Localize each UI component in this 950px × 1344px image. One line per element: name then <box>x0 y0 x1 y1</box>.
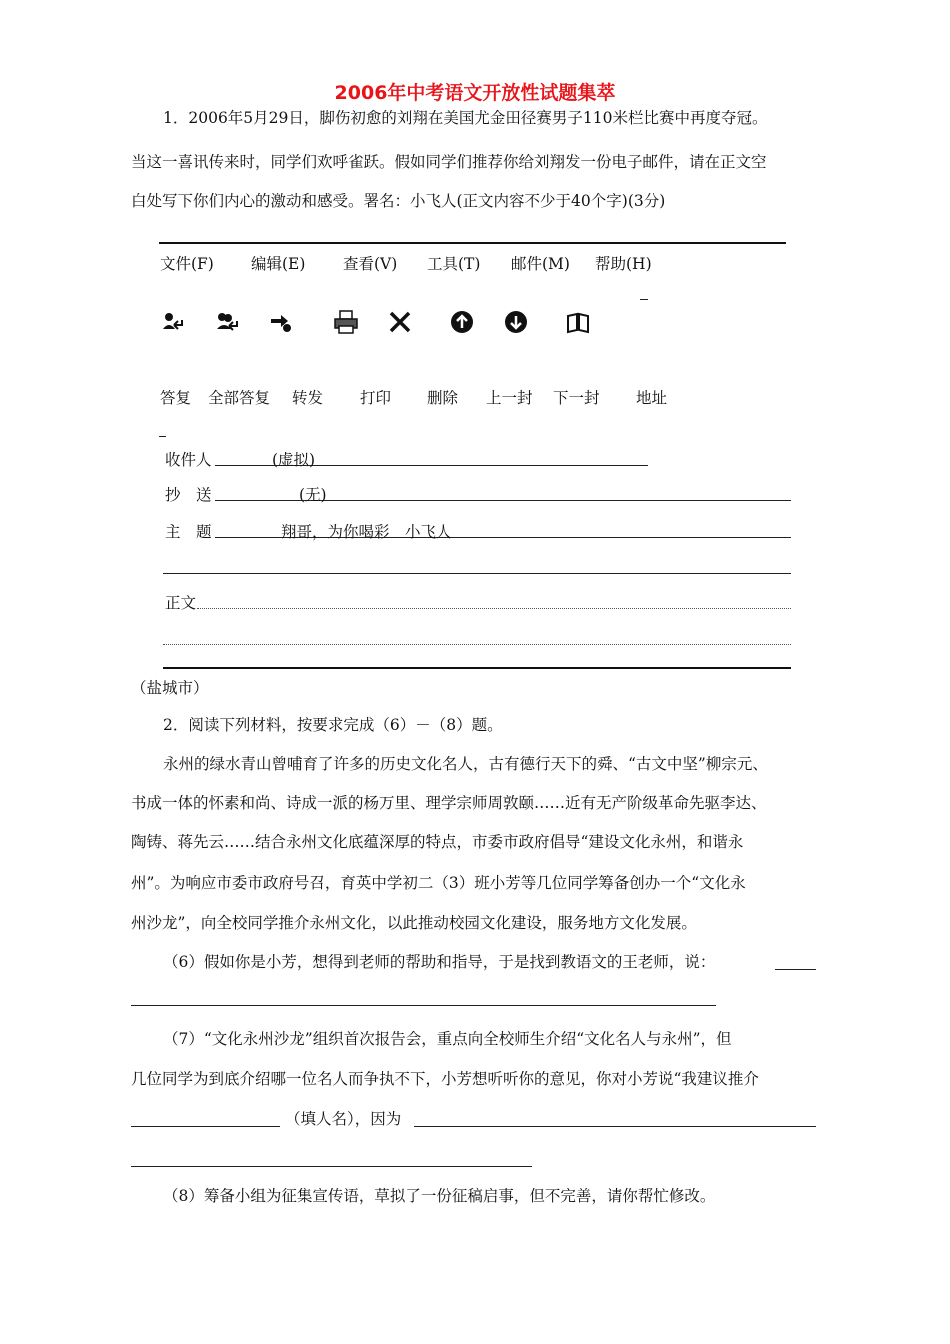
toolbar-label-print[interactable]: 打印 <box>360 389 392 407</box>
to-label: 收件人 <box>165 451 212 469</box>
q1-line2: 当这一喜讯传来时，同学们欢呼雀跃。假如同学们推荐你给刘翔发一份电子邮件，请在正文空 <box>131 153 767 171</box>
delete-icon[interactable] <box>387 309 413 335</box>
q2-para-line2: 书成一体的怀素和尚、诗成一派的杨万里、理学宗师周敦颐……近有无产阶级革命先驱李达、 <box>131 794 767 812</box>
q6-text: （6）假如你是小芳，想得到老师的帮助和指导，于是找到教语文的王老师，说： <box>163 953 716 971</box>
cc-label: 抄 送 <box>165 486 212 504</box>
q2-para-line1: 永州的绿水青山曾哺育了许多的历史文化名人，古有德行天下的舜、“古文中坚”柳宗元、 <box>163 755 768 773</box>
menu-mail[interactable]: 邮件(M) <box>511 255 570 273</box>
menu-tools[interactable]: 工具(T) <box>427 255 481 273</box>
subject-label: 主 题 <box>165 523 212 541</box>
toolbar-label-reply[interactable]: 答复 <box>160 389 192 407</box>
toolbar-label-address[interactable]: 地址 <box>636 389 668 407</box>
toolbar-label-previous[interactable]: 上一封 <box>486 389 533 407</box>
toolbar-label-next[interactable]: 下一封 <box>553 389 600 407</box>
subject-field[interactable]: 翔哥，为你喝彩 小飞人 <box>281 523 452 541</box>
header-separator <box>163 573 791 574</box>
cc-field[interactable]: (无) <box>299 486 327 504</box>
q1-line3: 白处写下你们内心的激动和感受。署名：小飞人(正文内容不少于40个字)(3分) <box>131 192 666 210</box>
reply-icon[interactable] <box>160 309 186 335</box>
address-book-icon[interactable] <box>565 309 591 335</box>
menu-help[interactable]: 帮助(H) <box>595 255 652 273</box>
q2-para-line3: 陶铸、蒋先云……结合永州文化底蕴深厚的特点，市委市政府倡导“建设文化永州，和谐永 <box>131 833 744 851</box>
toolbar-label-reply-all[interactable]: 全部答复 <box>208 389 271 407</box>
forward-icon[interactable] <box>268 309 294 335</box>
q7-reason-blank-1[interactable] <box>414 1126 816 1127</box>
email-top-border <box>159 242 786 244</box>
print-icon[interactable] <box>333 309 359 335</box>
q2-para-line5: 州沙龙”，向全校同学推介永州文化，以此推动校园文化建设，服务地方文化发展。 <box>131 914 697 932</box>
q6-answer-blank-1[interactable] <box>775 969 816 970</box>
q7-line2: 几位同学为到底介绍哪一位名人而争执不下，小芳想听听你的意见，你对小芳说“我建议推介 <box>131 1070 759 1088</box>
to-field[interactable]: (虚拟) <box>272 451 316 469</box>
toolbar-dash <box>159 436 166 437</box>
toolbar-label-forward[interactable]: 转发 <box>292 389 324 407</box>
page-title: 2006年中考语文开放性试题集萃 <box>334 82 616 104</box>
q7-line1: （7）“文化永州沙龙”组织首次报告会，重点向全校师生介绍“文化名人与永州”，但 <box>163 1030 732 1048</box>
q1-line1: 1．2006年5月29日，脚伤初愈的刘翔在美国尤金田径赛男子110米栏比赛中再度夺冠。 <box>163 109 768 127</box>
q2-intro: 2．阅读下列材料，按要求完成（6）－（8）题。 <box>163 716 503 734</box>
body-label: 正文 <box>165 594 197 612</box>
q8-text: （8）筹备小组为征集宣传语，草拟了一份征稿启事，但不完善，请你帮忙修改。 <box>163 1187 716 1205</box>
reply-all-icon[interactable] <box>214 309 240 335</box>
toolbar-label-delete[interactable]: 删除 <box>427 389 459 407</box>
menu-view[interactable]: 查看(V) <box>343 255 398 273</box>
body-line-1[interactable] <box>197 608 791 609</box>
q6-answer-blank-2[interactable] <box>131 1005 716 1006</box>
q7-reason-blank-2[interactable] <box>131 1166 532 1167</box>
q1-source: （盐城市） <box>131 679 209 697</box>
q7-name-blank[interactable] <box>131 1126 280 1127</box>
menu-file[interactable]: 文件(F) <box>160 255 214 273</box>
q7-fill-text: （填人名），因为 <box>285 1110 402 1128</box>
previous-icon[interactable] <box>449 309 475 335</box>
next-icon[interactable] <box>503 309 529 335</box>
body-line-2[interactable] <box>163 644 791 645</box>
menu-bar <box>0 252 950 272</box>
menu-dash <box>640 299 648 300</box>
email-bottom-border <box>163 667 791 669</box>
q2-para-line4: 州”。为响应市委市政府号召，育英中学初二（3）班小芳等几位同学筹备创办一个“文化永 <box>131 874 746 892</box>
menu-edit[interactable]: 编辑(E) <box>251 255 306 273</box>
